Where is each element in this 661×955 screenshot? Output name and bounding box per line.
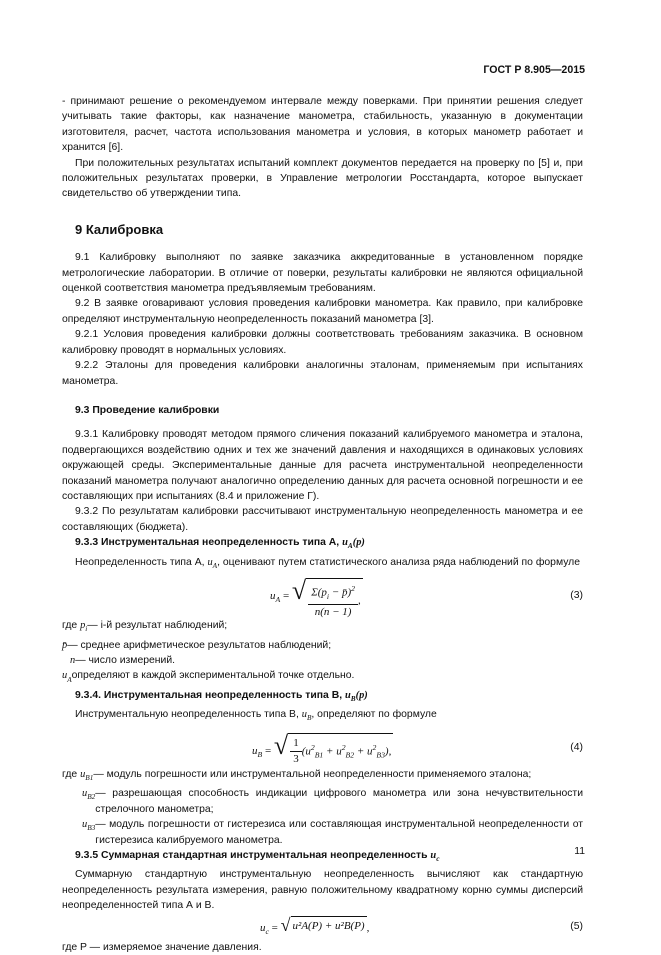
sqrt-sign: √ $\frac{\Sigma(p_i - p̄)^2}{n(n - 1)}$ , [292,578,363,621]
definition-row: $u_A$ определяют в каждой экспериментальной точке отдельно. [62,670,355,684]
formula-3 [62,574,583,619]
formula-5 [62,914,583,940]
paragraph-9-2: 9.2 В заявке оговаривают условия проведения калибровки манометра. Как правило, при калибровке определяют инструментальную неопределенность показаний манометра [3]. [62,298,583,325]
paragraph-9-3-4: Инструментальную неопределенность типа В, $u_B$, определяют по формуле [75,709,437,723]
formula-5-expression: $u_c$ = √ u²A(P) + u²B(P) , [260,914,370,936]
paragraph-where-p: где P — измеряемое значение давления. [62,941,262,953]
definition-row: n — число измерений. [70,655,176,667]
paragraph-9-3-2: 9.3.2 По результатам калибровки рассчитывают инструментальную неопределенность манометра и ее составляющих (бюджета). [62,506,583,533]
definition-row: где $u_{B1}$ — модуль погрешности или инструментальной неопределенности применяемого эталона; [62,768,532,782]
document-header: ГОСТ Р 8.905—2015 [483,64,585,76]
definition-row: p̄ — среднее арифметическое результатов наблюдений; [62,639,332,651]
subsection-title-9-3-5: 9.3.5 Суммарная стандартная инструментальная неопределенность $u_c$ [75,849,440,864]
formula-4 [62,727,583,765]
paragraph-9-2-2: 9.2.2 Эталоны для проведения калибровки аналогичны эталонам, применяемым при испытаниях манометра. [62,360,583,387]
paragraph-9-3-3: Неопределенность типа А, $u_A$, оценивают путем статистического анализа ряда наблюдений по формуле [75,556,581,570]
formula-3-number: (3) [570,590,583,602]
paragraph-9-3-1: 9.3.1 Калибровку проводят методом прямого сличения показаний калибруемого манометра и эталона, подвергающихся воздействию одних и тех же значений давления и находящихся в одинаковых условиях окружающей среды. Экспериментальные данные для расчета инструментальной неопределенности показаний манометра получают аналогично определению данных для расчета основной погрешности и ее составляющих при испытаниях (8.4 и приложение Г). [62,429,583,502]
section-title-calibration: 9 Калибровка [75,221,164,237]
page-number: 11 [574,846,585,857]
paragraph-decision: - принимают решение о рекомендуемом интервале между поверками. При принятии решения следует учитывать такие факторы, как назначение манометра, стабильность, указанную в документации изготовителя, расчет, частота использования манометра и условия, в которых манометр работает и хранится [6]. [62,96,583,154]
paragraph-approval: При положительных результатах испытаний комплект документов передается на проверку по [5] и, при положительных результатах проверки, в Управление метрологии Росстандарта, которое выпускает свидетельство об утверждении типа. [62,157,583,200]
definition-row: $u_{B3}$ — модуль погрешности от гистерезиса или составляющая инструментальной неопределенности от гистерезиса калибруемого манометра. [82,819,583,846]
paragraph-9-2-1: 9.2.1 Условия проведения калибровки должны соответствовать требованиям заказчика. В основном калибровку проводят в нормальных условиях. [62,329,583,356]
formula-5-number: (5) [570,920,583,932]
definitions-formula-4 [62,767,583,848]
paragraph-9-3-5: Суммарную стандартную инструментальную неопределенность вычисляют как стандартную неопределенность результата измерения, равную положительному квадратному корню суммы дисперсий неопределенностей типа А и В. [62,869,583,912]
formula-3-expression: $u_A$ = √ $\frac{\Sigma(p_i - p̄)^2}{n(n - 1)}$ , [270,578,363,621]
formula-4-expression: $u_B$ = √ $\frac{1}{3}$ $(u^2_{B1} + u^2_{B2} + u^2_{B3})$, [252,733,393,768]
subsection-title-9-3-4: 9.3.4. Инструментальная неопределенность типа В, $u_B(p)$ [75,689,368,703]
subsection-title-9-3: 9.3 Проведение калибровки [75,404,220,416]
formula-4-number: (4) [570,741,583,753]
page-content [62,94,583,955]
subsection-title-9-3-3: 9.3.3 Инструментальная неопределенность типа А, $u_A(p)$ [75,537,365,551]
definition-row: $u_{B2}$ — разрешающая способность индикации цифрового манометра или зона нечувствительности стрелочного манометра; [82,788,583,815]
paragraph-9-1: 9.1 Калибровку выполняют по заявке заказчика аккредитованные в установленном порядке метрологические лаборатории. В отличие от поверки, результаты калибровки не являются официальной оценкой соответствия манометра предъявляемым требованиям. [62,252,583,295]
definition-row: где $p_i$ — i-й результат наблюдений; [62,620,228,634]
definitions-formula-3 [62,618,583,688]
